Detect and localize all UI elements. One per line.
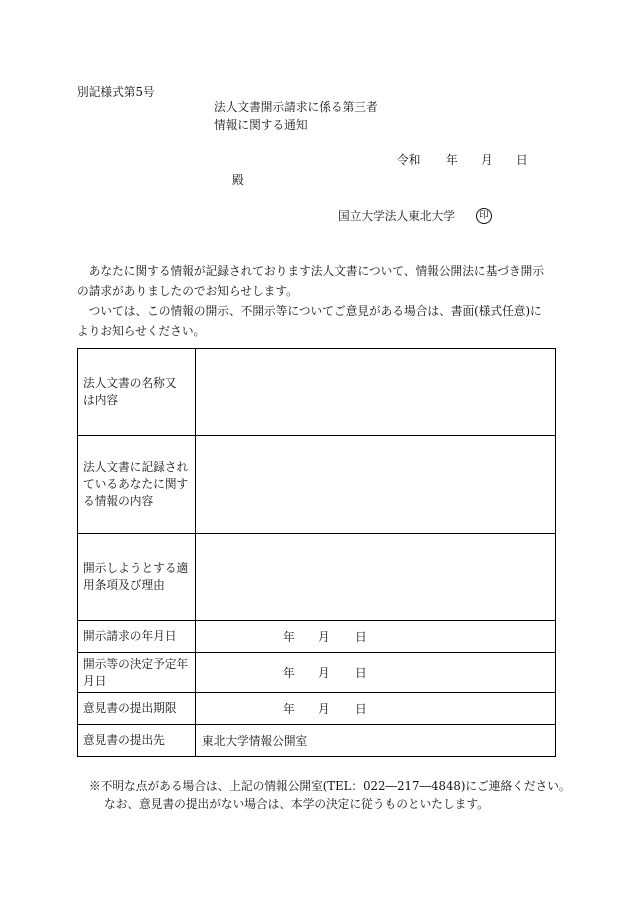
row-label-line: 意見書の提出期限	[83, 701, 177, 715]
date-day-label: 日	[355, 665, 367, 680]
table-row	[78, 693, 556, 725]
row-label-line: 開示等の決定予定年	[83, 656, 189, 671]
submission-destination: 東北大学情報公開室	[202, 733, 308, 748]
row-label	[78, 534, 196, 621]
date-fields	[196, 630, 555, 644]
date-year-label: 年	[283, 665, 295, 680]
row-label-line: は内容	[83, 393, 119, 407]
row-value	[196, 725, 556, 757]
row-label-line: 用条項及び理由	[83, 578, 165, 592]
row-label	[78, 436, 196, 534]
form-number: 別記様式第5号	[77, 85, 155, 99]
table-row	[78, 349, 556, 436]
sender-name: 国立大学法人東北大学	[338, 209, 455, 223]
addressee-honorific: 殿	[232, 173, 244, 187]
date-month-label: 月	[318, 629, 330, 644]
row-label	[78, 725, 196, 757]
body-line: の請求がありましたのでお知らせします。	[77, 284, 298, 298]
date-year-label: 年	[446, 153, 458, 167]
date-era: 令和	[397, 153, 421, 167]
row-label-line: 法人文書の名称又	[83, 376, 177, 390]
row-label-line: ているあなたに関す	[83, 477, 189, 491]
row-label-line: 法人文書に記録され	[83, 460, 189, 474]
body-line: よりお知らせください。	[77, 324, 206, 338]
row-label	[78, 349, 196, 436]
body-line: ついては、この情報の開示、不開示等についてご意見がある場合は、書面(様式任意)に	[77, 304, 542, 318]
row-label-line: 月日	[83, 673, 107, 688]
row-value	[196, 436, 556, 534]
row-label-line: 開示請求の年月日	[83, 629, 177, 643]
table-row	[78, 436, 556, 534]
row-value	[196, 693, 556, 725]
date-year-label: 年	[283, 701, 295, 716]
row-value	[196, 349, 556, 436]
table-row	[78, 534, 556, 621]
notice-title-line-2: 情報に関する通知	[214, 118, 308, 132]
body-line: あなたに関する情報が記録されております法人文書について、情報公開法に基づき開示	[77, 264, 545, 278]
date-fields	[196, 666, 555, 680]
date-month-label: 月	[318, 665, 330, 680]
date-day-label: 日	[355, 629, 367, 644]
date-day-label: 日	[355, 701, 367, 716]
row-label	[78, 693, 196, 725]
note-line: ※不明な点がある場合は、上記の情報公開室(TEL：022―217―4848)にご連絡ください。	[89, 779, 571, 793]
note-line: なお、意見書の提出がない場合は、本学の決定に従うものといたします。	[104, 797, 489, 811]
row-label	[78, 621, 196, 653]
row-value	[196, 653, 556, 693]
seal-mark: 印	[476, 208, 492, 224]
info-table	[77, 348, 556, 757]
row-label-line: 開示しようとする適	[83, 561, 189, 575]
notice-title-line-1: 法人文書開示請求に係る第三者	[214, 100, 378, 114]
date-year-label: 年	[283, 629, 295, 644]
date-fields	[196, 702, 555, 716]
row-label-line: 意見書の提出先	[83, 733, 165, 747]
date-day-label: 日	[516, 153, 528, 167]
row-label-line: る情報の内容	[83, 494, 154, 508]
table-row	[78, 653, 556, 693]
row-value	[196, 534, 556, 621]
date-month-label: 月	[481, 153, 493, 167]
row-label	[78, 653, 196, 693]
table-row	[78, 621, 556, 653]
row-value	[196, 621, 556, 653]
table-row	[78, 725, 556, 757]
date-month-label: 月	[318, 701, 330, 716]
